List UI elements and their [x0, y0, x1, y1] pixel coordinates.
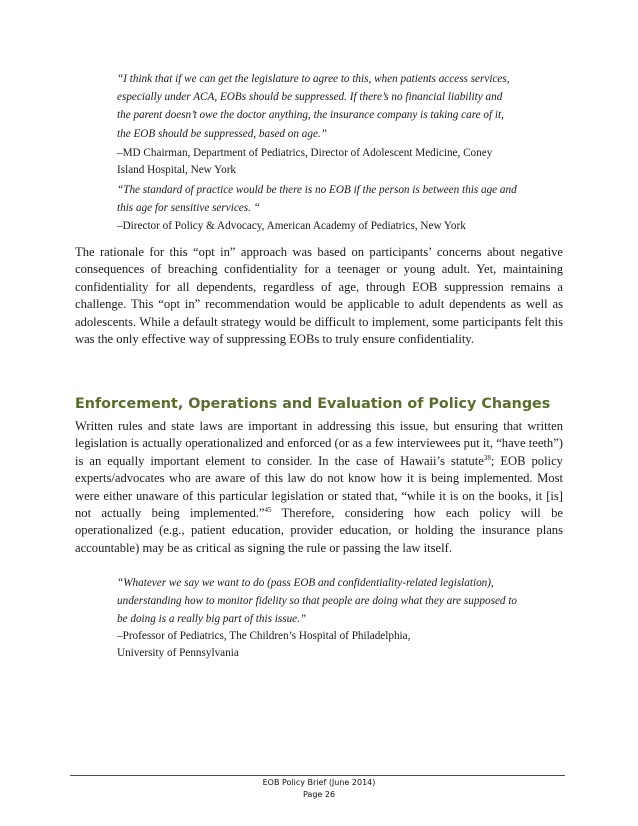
- paragraph-2-part-2: ; EOB policy experts/advocates who are aware of this law do not know how it is being implemented. Most were either unaware of this particular legislation or stated that, “while it is on the books, it [is] not actually being implemented.”: [75, 453, 563, 521]
- footer-divider: [70, 775, 565, 776]
- quote-1-attribution: –MD Chairman, Department of Pediatrics, Director of Adolescent Medicine, Coney Island Hospital, New York: [117, 147, 493, 176]
- footnote-ref-38: 38: [483, 453, 491, 462]
- quote-2: “The standard of practice would be there is no EOB if the person is between this age and this age for sensitive services. “: [117, 184, 517, 215]
- footer-title: EOB Policy Brief (June 2014): [262, 778, 376, 787]
- body-paragraph-2: [75, 418, 563, 557]
- page-number: Page 26: [302, 790, 336, 799]
- quote-3: “Whatever we say we want to do (pass EOB and confidentiality-related legislation), understanding how to monitor fidelity so that people are doing what they are supposed to be doing is a really big part of this issue.”: [117, 577, 518, 626]
- section-heading: Enforcement, Operations and Evaluation of Policy Changes: [75, 396, 551, 412]
- paragraph-2-part-3: Therefore, considering how each policy will be operationalized (e.g., patient education, provider education, or holding the insurance plans accountable) may be as critical as signing the rule or passing the law itself.: [75, 506, 563, 555]
- body-paragraph-1: The rationale for this “opt in” approach was based on participants’ concerns about negative consequences of breaching confidentiality for a teenager or young adult. Yet, maintaining confidentiality for all dependents, regardless of age, through EOB suppression remains a challenge. This “opt in” recommendation would be applicable to adult dependents as well as adolescents. While a default strategy would be difficult to implement, some participants felt this was the only effective way of suppressing EOBs to truly ensure confidentiality.: [75, 245, 563, 347]
- quote-2-attribution: –Director of Policy & Advocacy, American Academy of Pediatrics, New York: [117, 220, 466, 232]
- quote-1: “I think that if we can get the legislature to agree to this, when patients access services, especially under ACA, EOBs should be suppressed. If there’s no financial liability and the parent doesn’t owe the doctor anything, the insurance company is taking care of it, the EOB should be suppressed, based on age.”: [117, 73, 510, 140]
- quote-3-attribution: –Professor of Pediatrics, The Children’s Hospital of Philadelphia, University of Pennsylvania: [117, 630, 411, 659]
- footnote-ref-45: 45: [264, 505, 272, 514]
- paragraph-2-part-1: Written rules and state laws are important in addressing this issue, but ensuring that written legislation is actually operationalized and enforced (or as a few interviewees put it, “have teeth”) is an equally important element to consider. In the case of Hawaii’s statute: [75, 419, 563, 468]
